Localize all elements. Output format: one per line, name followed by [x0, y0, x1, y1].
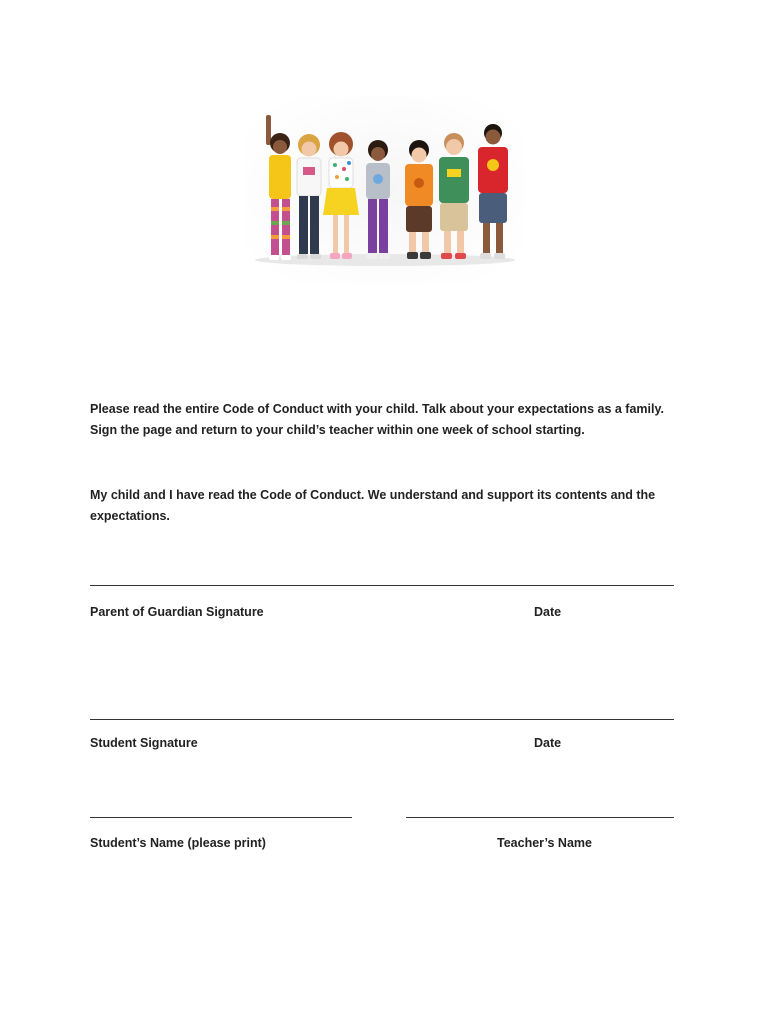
student-name-label: Student’s Name (please print): [90, 836, 266, 850]
parent-signature-label: Parent of Guardian Signature: [90, 605, 264, 619]
parent-date-label: Date: [534, 605, 562, 619]
agreement-paragraph: My child and I have read the Code of Conduct. We understand and support its contents and the expectations.: [90, 488, 656, 523]
children-photo: [245, 95, 525, 285]
student-signature-label: Student Signature: [90, 736, 198, 750]
instructions-paragraph: Please read the entire Code of Conduct with your child. Talk about your expectations as a family. Sign the page and return to your child’s teacher within one week of school starting.: [90, 402, 664, 437]
parent-signature-line[interactable]: [90, 585, 674, 586]
student-name-line[interactable]: [90, 817, 352, 818]
student-date-label: Date: [534, 736, 562, 750]
teacher-name-line[interactable]: [406, 817, 674, 818]
teacher-name-label: Teacher’s Name: [497, 836, 592, 850]
student-signature-line[interactable]: [90, 719, 674, 720]
